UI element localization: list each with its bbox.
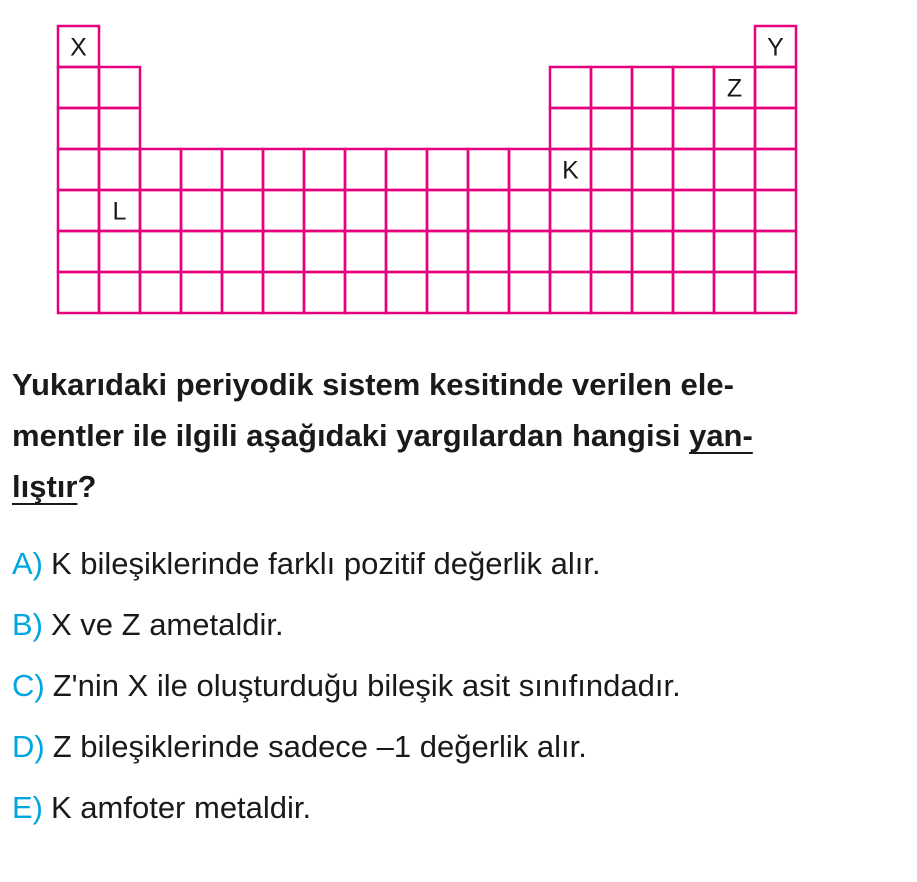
table-cell-p5-g11 [468, 190, 509, 231]
table-cell-p2-g1 [58, 67, 99, 108]
table-cell-p6-g11 [468, 231, 509, 272]
table-cell-p5-g16 [673, 190, 714, 231]
option-e-text: K amfoter metaldir. [51, 790, 312, 825]
table-cell-p7-g11 [468, 272, 509, 313]
table-cell-p6-g3 [140, 231, 181, 272]
table-cell-p5-g4 [181, 190, 222, 231]
table-cell-p7-g18 [755, 272, 796, 313]
table-cell-p7-g1 [58, 272, 99, 313]
table-cell-p2-g16 [673, 67, 714, 108]
table-cell-p5-g3 [140, 190, 181, 231]
option-e-letter: E) [12, 790, 43, 825]
table-cell-p7-g12 [509, 272, 550, 313]
option-a-text: K bileşiklerinde farklı pozitif değerlik alır. [51, 546, 601, 581]
table-cell-p6-g16 [673, 231, 714, 272]
periodic-table-diagram [0, 0, 917, 330]
answer-options [12, 548, 892, 853]
table-cell-p6-g4 [181, 231, 222, 272]
table-cell-p4-g12 [509, 149, 550, 190]
question-text [12, 359, 874, 512]
table-cell-p4-g9 [386, 149, 427, 190]
element-label-l: L [112, 197, 127, 226]
table-cell-p5-g5 [222, 190, 263, 231]
table-cell-p4-g6 [263, 149, 304, 190]
table-cell-p6-g1 [58, 231, 99, 272]
question-mark: ? [77, 469, 97, 504]
table-cell-p6-g18 [755, 231, 796, 272]
element-label-z: Z [726, 74, 743, 103]
table-cell-p2-g14 [591, 67, 632, 108]
table-cell-p2-g15 [632, 67, 673, 108]
table-cell-p6-g9 [386, 231, 427, 272]
table-cell-p6-g8 [345, 231, 386, 272]
table-cell-p5-g15 [632, 190, 673, 231]
table-cell-p3-g13 [550, 108, 591, 149]
option-d[interactable] [12, 731, 892, 762]
table-cell-p2-g13 [550, 67, 591, 108]
option-d-letter: D) [12, 729, 45, 764]
table-cell-p4-g15 [632, 149, 673, 190]
table-cell-p5-g7 [304, 190, 345, 231]
table-cell-p4-g8 [345, 149, 386, 190]
table-cell-p7-g17 [714, 272, 755, 313]
table-cell-p7-g3 [140, 272, 181, 313]
option-a-letter: A) [12, 546, 43, 581]
table-cell-p5-g12 [509, 190, 550, 231]
element-label-y: Y [767, 33, 784, 62]
table-cell-p4-g11 [468, 149, 509, 190]
option-c[interactable] [12, 670, 892, 701]
option-c-text: Z'nin X ile oluşturduğu bileşik asit sınıfındadır. [52, 668, 681, 703]
table-cell-p7-g8 [345, 272, 386, 313]
table-cell-p5-g13 [550, 190, 591, 231]
table-cell-p4-g2 [99, 149, 140, 190]
table-cell-p2-g2 [99, 67, 140, 108]
table-cell-p6-g12 [509, 231, 550, 272]
table-cell-p6-g17 [714, 231, 755, 272]
option-b-letter: B) [12, 607, 43, 642]
table-cell-p4-g10 [427, 149, 468, 190]
underlined-word-part-1: yan- [689, 418, 753, 453]
question-line-2 [12, 410, 874, 461]
table-cell-p6-g7 [304, 231, 345, 272]
table-cell-p5-g10 [427, 190, 468, 231]
table-cell-p4-g3 [140, 149, 181, 190]
table-cell-p3-g16 [673, 108, 714, 149]
table-cell-p7-g4 [181, 272, 222, 313]
table-cell-p4-g17 [714, 149, 755, 190]
table-cell-p3-g17 [714, 108, 755, 149]
table-cell-p5-g17 [714, 190, 755, 231]
table-cell-p6-g14 [591, 231, 632, 272]
table-cell-p4-g1 [58, 149, 99, 190]
table-cell-p5-g6 [263, 190, 304, 231]
option-b[interactable] [12, 609, 892, 640]
table-cell-p7-g2 [99, 272, 140, 313]
table-cell-p2-g18 [755, 67, 796, 108]
table-cell-p5-g18 [755, 190, 796, 231]
option-d-text: Z bileşiklerinde sadece –1 değerlik alır. [52, 729, 587, 764]
option-e[interactable] [12, 792, 892, 823]
table-cell-p7-g16 [673, 272, 714, 313]
table-cell-p4-g16 [673, 149, 714, 190]
table-cell-p4-g7 [304, 149, 345, 190]
table-cell-p6-g10 [427, 231, 468, 272]
table-cell-p5-g1 [58, 190, 99, 231]
underlined-word-part-2: lıştır [12, 469, 78, 504]
table-cell-p5-g8 [345, 190, 386, 231]
table-cell-p6-g15 [632, 231, 673, 272]
table-cell-p7-g15 [632, 272, 673, 313]
table-cell-p4-g5 [222, 149, 263, 190]
option-b-text: X ve Z ametaldir. [51, 607, 284, 642]
question-line-2-prefix: mentler ile ilgili aşağıdaki yargılardan hangisi [12, 418, 690, 453]
table-cell-p7-g13 [550, 272, 591, 313]
element-label-k: K [562, 156, 579, 185]
option-c-letter: C) [12, 668, 45, 703]
table-cell-p7-g7 [304, 272, 345, 313]
table-cell-p6-g13 [550, 231, 591, 272]
table-cell-p3-g18 [755, 108, 796, 149]
table-cell-p7-g5 [222, 272, 263, 313]
table-cell-p3-g15 [632, 108, 673, 149]
periodic-table-cells [58, 26, 796, 313]
table-cell-p7-g10 [427, 272, 468, 313]
table-cell-p5-g14 [591, 190, 632, 231]
table-cell-p6-g5 [222, 231, 263, 272]
table-cell-p5-g9 [386, 190, 427, 231]
table-cell-p4-g18 [755, 149, 796, 190]
table-cell-p3-g1 [58, 108, 99, 149]
element-label-x: X [70, 33, 87, 62]
table-cell-p3-g14 [591, 108, 632, 149]
table-cell-p4-g14 [591, 149, 632, 190]
table-cell-p7-g14 [591, 272, 632, 313]
option-a[interactable] [12, 548, 892, 579]
question-line-1: Yukarıdaki periyodik sistem kesitinde verilen ele- [12, 367, 734, 402]
table-cell-p4-g4 [181, 149, 222, 190]
table-cell-p7-g9 [386, 272, 427, 313]
table-cell-p6-g6 [263, 231, 304, 272]
table-cell-p6-g2 [99, 231, 140, 272]
table-cell-p3-g2 [99, 108, 140, 149]
question-line-3 [12, 461, 874, 512]
table-cell-p7-g6 [263, 272, 304, 313]
